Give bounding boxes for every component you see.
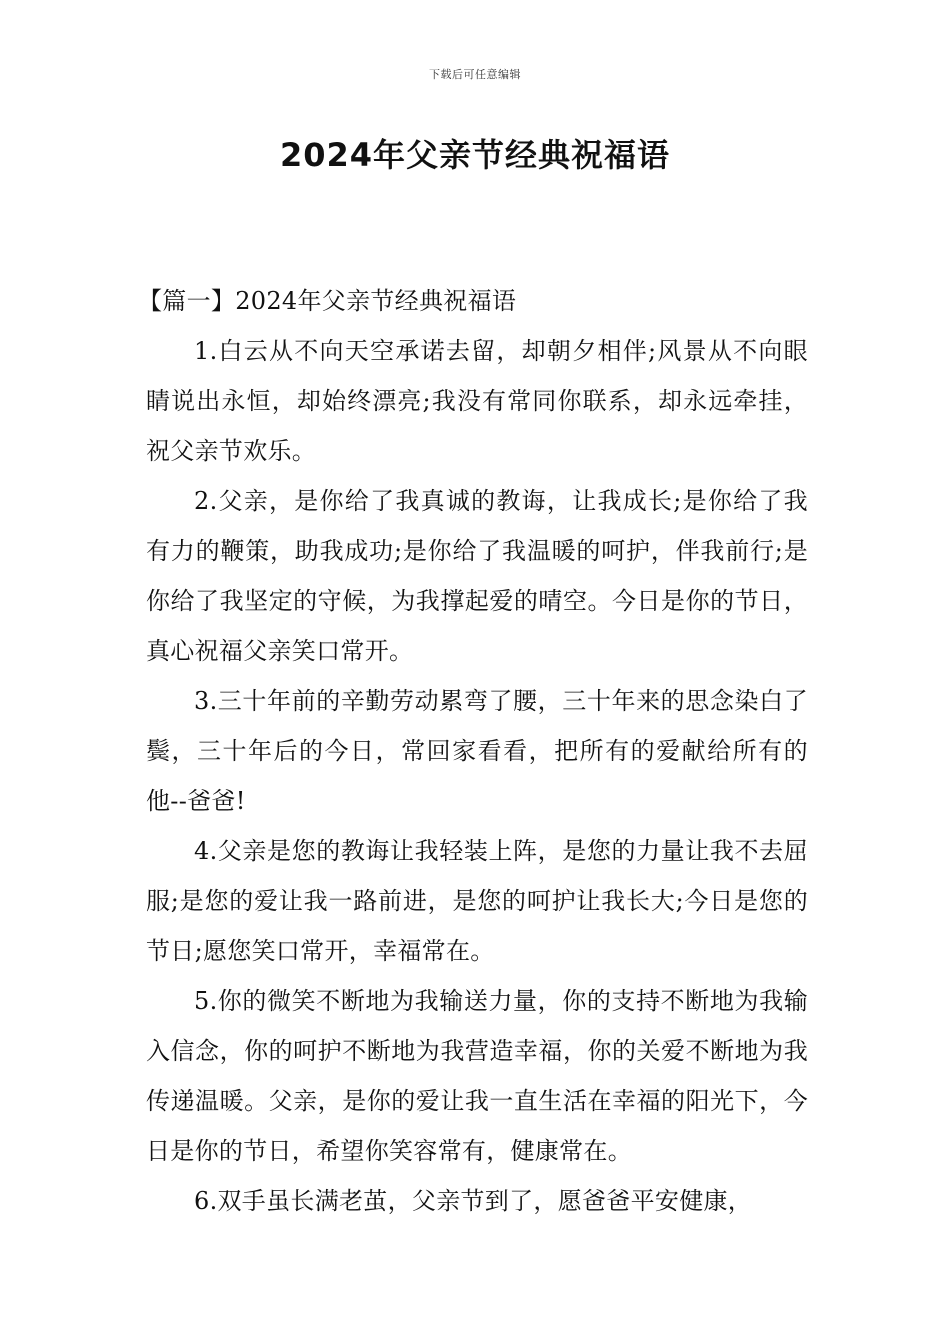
document-body (138, 276, 808, 1226)
header-note: 下载后可任意编辑 (429, 68, 521, 81)
section-heading: 【篇一】2024年父亲节经典祝福语 (138, 287, 517, 315)
blessing-item-6: 6.双手虽长满老茧，父亲节到了，愿爸爸平安健康， (194, 1187, 753, 1215)
blessing-item-5: 5.你的微笑不断地为我输送力量，你的支持不断地为我输入信念，你的呵护不断地为我营造幸福，你的关爱不断地为我传递温暖。父亲，是你的爱让我一直生活在幸福的阳光下，今日是你的节日，希望你笑容常有，健康常在。 (146, 987, 808, 1165)
blessing-item-3: 3.三十年前的辛勤劳动累弯了腰，三十年来的思念染白了鬓，三十年后的今日，常回家看看，把所有的爱献给所有的他--爸爸! (146, 687, 808, 815)
blessing-item-2: 2.父亲，是你给了我真诚的教诲，让我成长;是你给了我有力的鞭策，助我成功;是你给了我温暖的呵护，伴我前行;是你给了我坚定的守候，为我撑起爱的晴空。今日是你的节日，真心祝福父亲笑口常开。 (146, 487, 808, 665)
document-title: 2024年父亲节经典祝福语 (279, 136, 671, 174)
blessing-item-4: 4.父亲是您的教诲让我轻装上阵，是您的力量让我不去屈服;是您的爱让我一路前进，是您的呵护让我长大;今日是您的节日;愿您笑口常开，幸福常在。 (146, 837, 808, 965)
blessing-item-1: 1.白云从不向天空承诺去留，却朝夕相伴;风景从不向眼睛说出永恒，却始终漂亮;我没有常同你联系，却永远牵挂，祝父亲节欢乐。 (146, 337, 808, 465)
